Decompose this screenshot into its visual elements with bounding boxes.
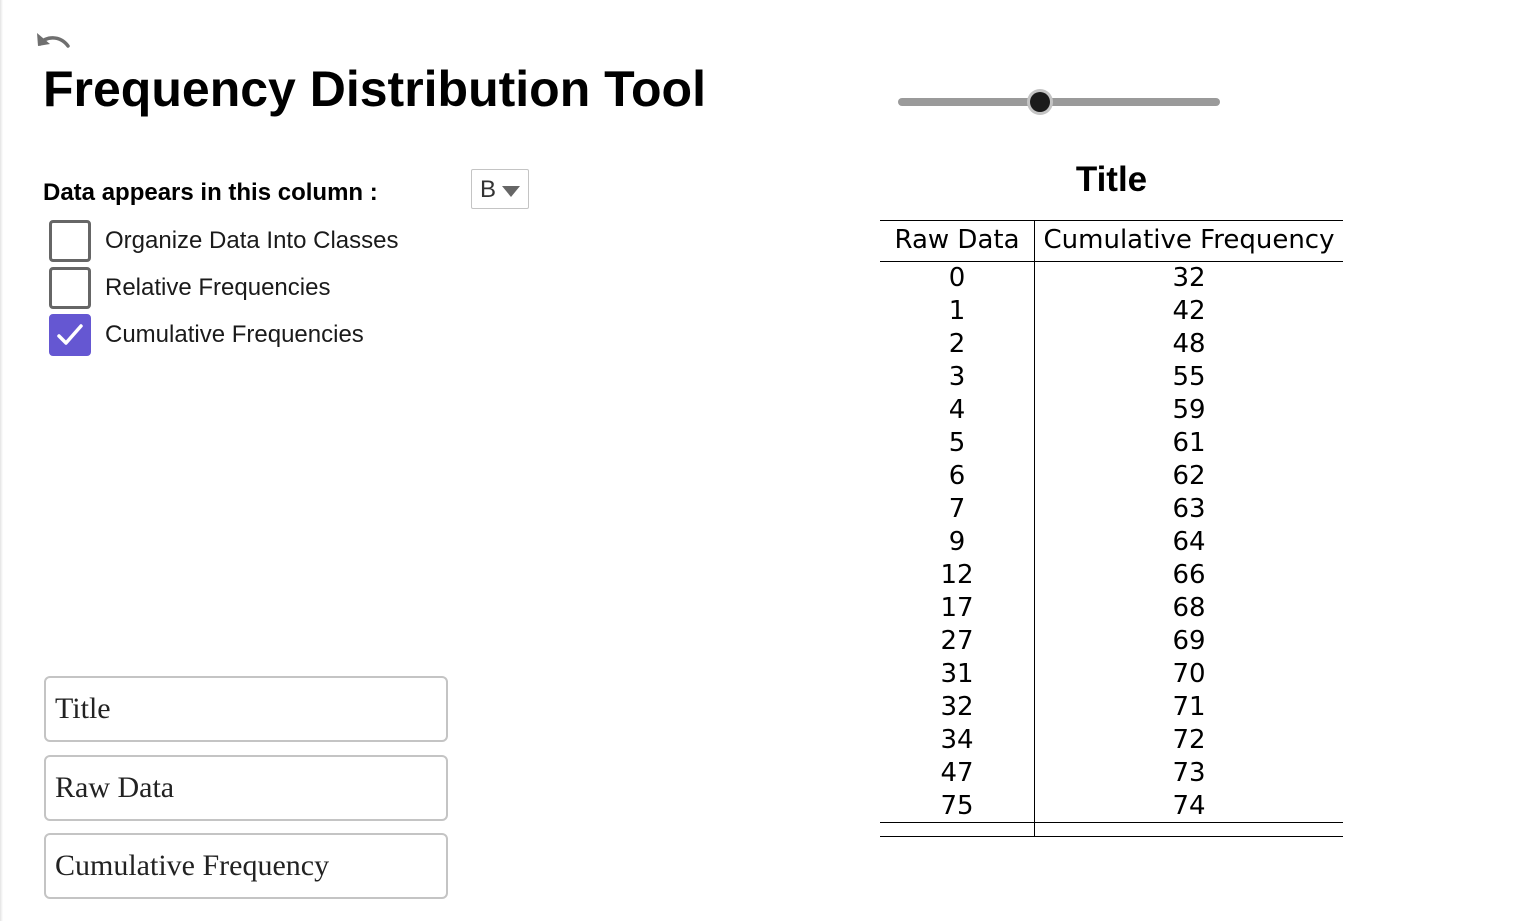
table-title: Title [1075,160,1148,199]
table-header-raw-data: Raw Data [894,225,1020,255]
table-cell-raw-data: 2 [948,329,966,359]
table-closing-rule [880,836,1343,837]
table-cell-raw-data: 6 [948,461,966,491]
table-cell-cumulative-frequency: 55 [1172,362,1206,392]
slider-thumb[interactable] [1027,89,1053,115]
column-select[interactable] [471,169,529,209]
table-cell-raw-data: 32 [940,692,974,722]
table-cell-raw-data: 31 [940,659,974,689]
slider-track[interactable] [898,98,1220,106]
table-cell-cumulative-frequency: 42 [1172,296,1206,326]
table-cell-cumulative-frequency: 62 [1172,461,1206,491]
frequency-table [880,220,1343,837]
raw-data-input[interactable] [44,755,448,821]
table-cell-cumulative-frequency: 48 [1172,329,1206,359]
table-cell-raw-data: 7 [948,494,966,524]
cumulative-frequency-input[interactable] [44,833,448,899]
table-cell-cumulative-frequency: 64 [1172,527,1206,557]
table-cell-raw-data: 34 [940,725,974,755]
relative-frequencies-label: Relative Frequencies [105,274,331,301]
relative-frequencies-checkbox[interactable] [49,267,91,309]
checkmark-icon [55,320,85,350]
cumulative-frequencies-checkbox[interactable] [49,314,91,356]
table-cell-cumulative-frequency: 66 [1172,560,1206,590]
organize-classes-label: Organize Data Into Classes [105,227,399,254]
cumulative-frequencies-label: Cumulative Frequencies [105,321,364,348]
table-cell-raw-data: 1 [948,296,966,326]
table-cell-cumulative-frequency: 71 [1172,692,1206,722]
table-cell-cumulative-frequency: 70 [1172,659,1206,689]
column-select-value: B [480,176,497,203]
table-cell-cumulative-frequency: 59 [1172,395,1206,425]
table-cell-raw-data: 27 [940,626,974,656]
chevron-down-icon [502,186,520,197]
organize-classes-checkbox[interactable] [49,220,91,262]
table-cell-raw-data: 47 [940,758,974,788]
table-cell-raw-data: 4 [948,395,966,425]
table-cell-raw-data: 17 [940,593,974,623]
table-cell-cumulative-frequency: 72 [1172,725,1206,755]
title-input[interactable] [44,676,448,742]
table-cell-cumulative-frequency: 69 [1172,626,1206,656]
table-header-cumulative-frequency: Cumulative Frequency [1043,225,1335,255]
table-cell-cumulative-frequency: 61 [1172,428,1206,458]
table-cell-raw-data: 75 [940,791,974,821]
table-cell-cumulative-frequency: 63 [1172,494,1206,524]
table-cell-raw-data: 0 [948,263,966,293]
table-cell-cumulative-frequency: 32 [1172,263,1206,293]
left-edge-shadow [0,0,3,921]
table-cell-cumulative-frequency: 73 [1172,758,1206,788]
table-cell-raw-data: 5 [948,428,966,458]
table-cell-raw-data: 9 [948,527,966,557]
table-cell-cumulative-frequency: 74 [1172,791,1206,821]
page-title: Frequency Distribution Tool [43,61,706,117]
table-cell-cumulative-frequency: 68 [1172,593,1206,623]
table-cell-raw-data: 3 [948,362,966,392]
table-cell-raw-data: 12 [940,560,974,590]
undo-icon[interactable] [34,29,72,55]
slider[interactable] [896,86,1222,118]
data-column-label: Data appears in this column : [43,179,378,206]
